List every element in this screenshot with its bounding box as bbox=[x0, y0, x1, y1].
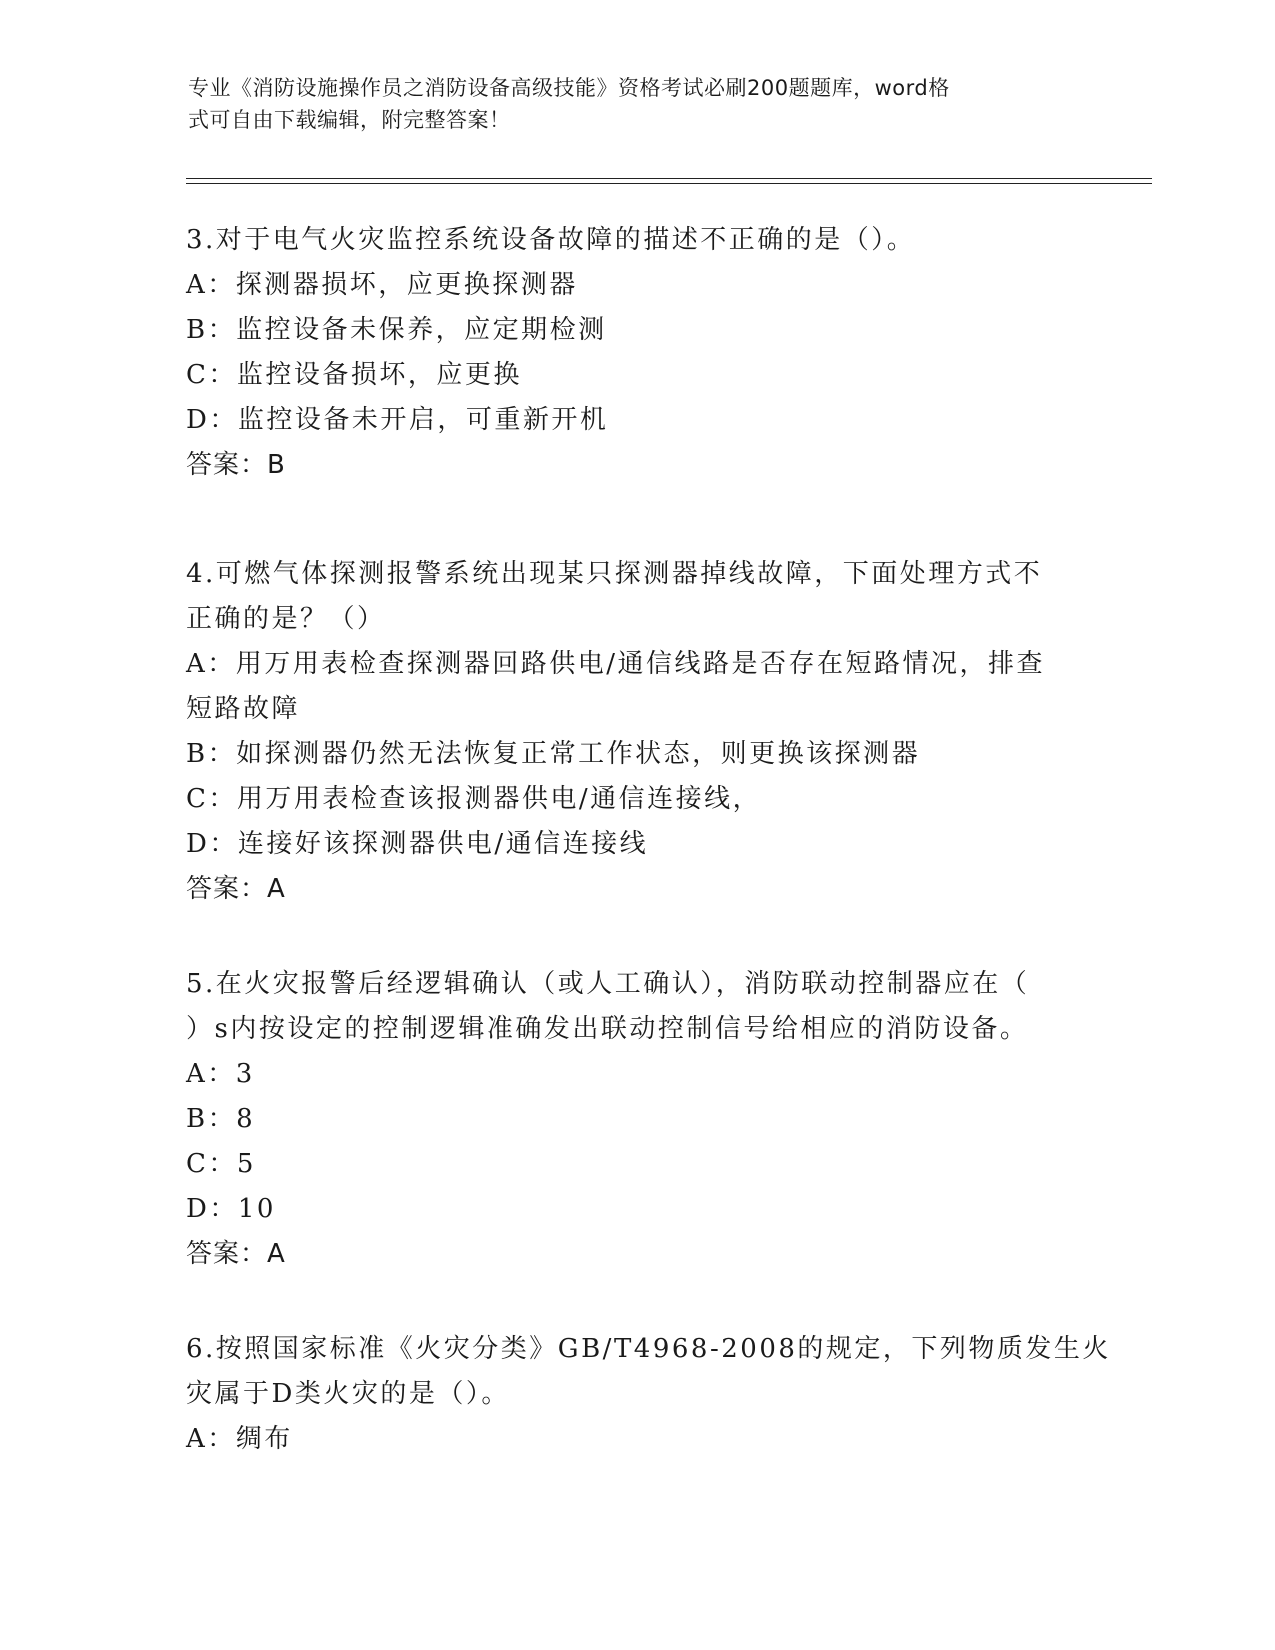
document-header bbox=[188, 72, 1068, 136]
option-b: B：监控设备未保养，应定期检测 bbox=[186, 315, 607, 345]
option-a: A：3 bbox=[186, 1059, 255, 1089]
question-stem: 6.按照国家标准《火灾分类》GB/T4968-2008的规定，下列物质发生火 bbox=[186, 1334, 1111, 1364]
option-c: C：监控设备损坏，应更换 bbox=[186, 360, 522, 390]
option-d: D：连接好该探测器供电/通信连接线 bbox=[186, 829, 649, 859]
option-d: D：监控设备未开启，可重新开机 bbox=[186, 405, 609, 435]
option-b: B：如探测器仍然无法恢复正常工作状态，则更换该探测器 bbox=[186, 739, 921, 769]
option-c: C：用万用表检查该报测器供电/通信连接线， bbox=[186, 784, 762, 814]
header-line-1: 专业《消防设施操作员之消防设备高级技能》资格考试必刷200题题库，word格 bbox=[188, 76, 950, 100]
option-a: A：用万用表检查探测器回路供电/通信线路是否存在短路情况，排查 bbox=[186, 649, 1046, 679]
question-stem-continued: 正确的是？（） bbox=[186, 604, 386, 634]
question-stem-continued: 灾属于D类火灾的是（）。 bbox=[186, 1379, 510, 1409]
question-stem-continued: ）s内按设定的控制逻辑准确发出联动控制信号给相应的消防设备。 bbox=[186, 1014, 1029, 1044]
option-d: D：10 bbox=[186, 1194, 276, 1224]
header-divider-top bbox=[186, 178, 1152, 179]
question-stem: 3.对于电气火灾监控系统设备故障的描述不正确的是（）。 bbox=[186, 225, 916, 255]
option-b: B：8 bbox=[186, 1104, 256, 1134]
option-c: C：5 bbox=[186, 1149, 256, 1179]
question-6 bbox=[186, 1327, 1111, 1462]
question-4 bbox=[186, 552, 1086, 912]
question-5 bbox=[186, 962, 1086, 1277]
header-line-2: 式可自由下载编辑，附完整答案！ bbox=[188, 108, 511, 132]
option-a-continued: 短路故障 bbox=[186, 694, 301, 724]
question-3 bbox=[186, 218, 1086, 488]
answer: 答案：B bbox=[186, 450, 286, 480]
option-a: A：探测器损坏，应更换探测器 bbox=[186, 270, 578, 300]
header-divider-bottom bbox=[186, 183, 1152, 184]
question-stem: 4.可燃气体探测报警系统出现某只探测器掉线故障，下面处理方式不 bbox=[186, 559, 1043, 589]
option-a: A：绸布 bbox=[186, 1424, 293, 1454]
answer: 答案：A bbox=[186, 874, 286, 904]
question-stem: 5.在火灾报警后经逻辑确认（或人工确认），消防联动控制器应在（ bbox=[186, 969, 1030, 999]
answer: 答案：A bbox=[186, 1239, 286, 1269]
